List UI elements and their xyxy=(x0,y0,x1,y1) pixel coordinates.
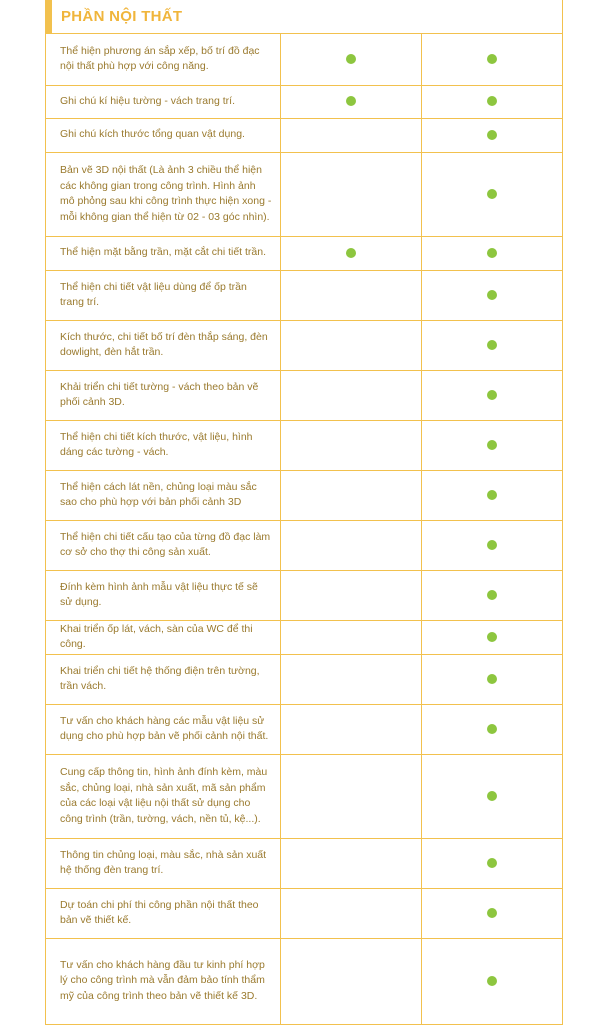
included-dot-icon xyxy=(487,632,497,642)
included-dot-icon xyxy=(346,248,356,258)
included-dot-icon xyxy=(487,440,497,450)
check-cell-col2 xyxy=(421,34,563,85)
check-cell-col1 xyxy=(280,704,421,754)
row-description: Ghi chú kích thước tổng quan vật dụng. xyxy=(45,118,280,152)
row-description: Thể hiện chi tiết cấu tạo của từng đồ đạc làm cơ sở cho thợ thi công sản xuất. xyxy=(45,520,280,570)
included-dot-icon xyxy=(487,96,497,106)
check-cell-col2 xyxy=(421,320,563,370)
included-dot-icon xyxy=(487,54,497,64)
check-cell-col1 xyxy=(280,320,421,370)
table-row xyxy=(45,704,563,754)
check-cell-col1 xyxy=(280,888,421,938)
row-description: Thông tin chủng loại, màu sắc, nhà sản xuất hệ thống đèn trang trí. xyxy=(45,838,280,888)
included-dot-icon xyxy=(346,54,356,64)
row-description: Thể hiện mặt bằng trần, mặt cắt chi tiết trần. xyxy=(45,236,280,270)
check-cell-col1 xyxy=(280,152,421,236)
included-dot-icon xyxy=(346,96,356,106)
row-description: Thể hiện chi tiết kích thước, vật liệu, hình dáng các tường - vách. xyxy=(45,420,280,470)
row-description: Thể hiện phương án sắp xếp, bố trí đồ đạc nội thất phù hợp với công năng. xyxy=(45,34,280,85)
check-cell-col1 xyxy=(280,470,421,520)
row-description: Đính kèm hình ảnh mẫu vật liệu thực tế sẽ sử dụng. xyxy=(45,570,280,620)
check-cell-col1 xyxy=(280,85,421,118)
check-cell-col1 xyxy=(280,34,421,85)
row-description: Cung cấp thông tin, hình ảnh đính kèm, màu sắc, chủng loại, nhà sản xuất, mã sản phẩm của các loại vật liệu nội thất sử dụng cho công trình (trần, tường, vách, nền tủ, kệ...). xyxy=(45,754,280,838)
check-cell-col2 xyxy=(421,704,563,754)
header-accent-bar xyxy=(45,0,52,34)
check-cell-col2 xyxy=(421,420,563,470)
included-dot-icon xyxy=(487,189,497,199)
included-dot-icon xyxy=(487,590,497,600)
table-row xyxy=(45,420,563,470)
check-cell-col2 xyxy=(421,470,563,520)
table-row xyxy=(45,620,563,654)
check-cell-col2 xyxy=(421,888,563,938)
check-cell-col1 xyxy=(280,420,421,470)
check-cell-col1 xyxy=(280,838,421,888)
check-cell-col1 xyxy=(280,620,421,654)
row-description: Dự toán chi phí thi công phần nội thất theo bản vẽ thiết kế. xyxy=(45,888,280,938)
check-cell-col1 xyxy=(280,520,421,570)
table-row xyxy=(45,838,563,888)
table-row xyxy=(45,938,563,1024)
table-row xyxy=(45,888,563,938)
check-cell-col1 xyxy=(280,938,421,1024)
table-row xyxy=(45,34,563,85)
row-description: Khai triển chi tiết hệ thống điện trên tường, trần vách. xyxy=(45,654,280,704)
table-row xyxy=(45,152,563,236)
table-row xyxy=(45,85,563,118)
table-row xyxy=(45,520,563,570)
included-dot-icon xyxy=(487,976,497,986)
included-dot-icon xyxy=(487,390,497,400)
check-cell-col2 xyxy=(421,236,563,270)
table-row xyxy=(45,754,563,838)
table-row xyxy=(45,470,563,520)
table-row xyxy=(45,570,563,620)
included-dot-icon xyxy=(487,248,497,258)
included-dot-icon xyxy=(487,290,497,300)
check-cell-col2 xyxy=(421,370,563,420)
check-cell-col1 xyxy=(280,654,421,704)
included-dot-icon xyxy=(487,791,497,801)
feature-table xyxy=(45,34,563,1025)
included-dot-icon xyxy=(487,340,497,350)
section-header xyxy=(45,0,563,34)
included-dot-icon xyxy=(487,724,497,734)
section-title: PHẦN NỘI THẤT xyxy=(61,8,183,25)
check-cell-col2 xyxy=(421,654,563,704)
check-cell-col2 xyxy=(421,152,563,236)
table-row xyxy=(45,270,563,320)
check-cell-col2 xyxy=(421,270,563,320)
check-cell-col2 xyxy=(421,620,563,654)
table-row xyxy=(45,236,563,270)
check-cell-col2 xyxy=(421,118,563,152)
included-dot-icon xyxy=(487,490,497,500)
included-dot-icon xyxy=(487,540,497,550)
included-dot-icon xyxy=(487,674,497,684)
table-row xyxy=(45,320,563,370)
row-description: Khai triển ốp lát, vách, sàn của WC để thi công. xyxy=(45,620,280,654)
table-row xyxy=(45,118,563,152)
table-row xyxy=(45,654,563,704)
check-cell-col1 xyxy=(280,270,421,320)
check-cell-col1 xyxy=(280,118,421,152)
row-description: Khải triển chi tiết tường - vách theo bản vẽ phối cảnh 3D. xyxy=(45,370,280,420)
row-description: Tư vấn cho khách hàng các mẫu vật liệu sử dụng cho phù hợp bản vẽ phối cảnh nội thất. xyxy=(45,704,280,754)
check-cell-col1 xyxy=(280,570,421,620)
check-cell-col2 xyxy=(421,754,563,838)
check-cell-col2 xyxy=(421,838,563,888)
check-cell-col2 xyxy=(421,520,563,570)
row-description: Ghi chú kí hiệu tường - vách trang trí. xyxy=(45,85,280,118)
check-cell-col1 xyxy=(280,236,421,270)
row-description: Thể hiện chi tiết vật liệu dùng để ốp trần trang trí. xyxy=(45,270,280,320)
included-dot-icon xyxy=(487,858,497,868)
check-cell-col1 xyxy=(280,370,421,420)
row-description: Thể hiện cách lát nền, chủng loại màu sắc sao cho phù hợp với bản phối cảnh 3D xyxy=(45,470,280,520)
included-dot-icon xyxy=(487,130,497,140)
check-cell-col1 xyxy=(280,754,421,838)
row-description: Tư vấn cho khách hàng đầu tư kinh phí hợp lý cho công trình mà vẫn đảm bảo tính thẩm mỹ của công trình theo bản vẽ thiết kế 3D. xyxy=(45,938,280,1024)
row-description: Bản vẽ 3D nội thất (Là ảnh 3 chiều thể hiện các không gian trong công trình. Hình ảnh mô phỏng sau khi công trình thực hiện xong - mỗi không gian thể hiện từ 02 - 03 góc nhìn). xyxy=(45,152,280,236)
check-cell-col2 xyxy=(421,85,563,118)
check-cell-col2 xyxy=(421,938,563,1024)
included-dot-icon xyxy=(487,908,497,918)
row-description: Kích thước, chi tiết bố trí đèn thắp sáng, đèn dowlight, đèn hắt trần. xyxy=(45,320,280,370)
table-row xyxy=(45,370,563,420)
check-cell-col2 xyxy=(421,570,563,620)
